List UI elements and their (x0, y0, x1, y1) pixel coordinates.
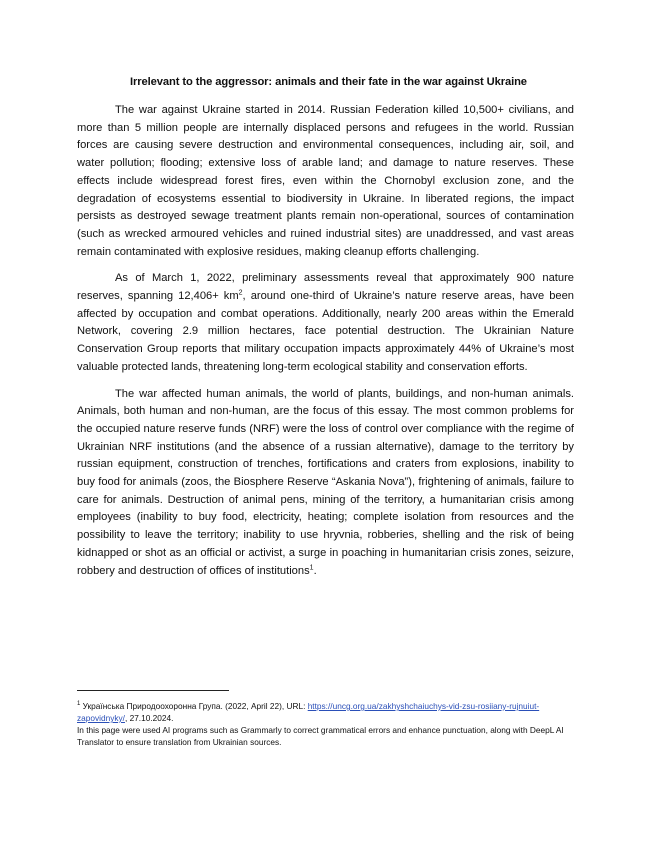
paragraph-1: The war against Ukraine started in 2014. Russian Federation killed 10,500+ civilians, and more than 5 million people are internally displaced persons and refugees in the world. Russian forces are causing severe destruction and environmental consequences, including air, soil, and water pollution; flooding; extensive loss of arable land; and damage to nature reserves. These effects include widespread forest fires, even within the Chornobyl exclusion zone, and the degradation of ecosystems essential to biodiversity in Ukraine. In liberated regions, the impact persists as destroyed sewage treatment plants remain non-operational, sources of contamination (such as wrecked armoured vehicles and ruined industrial sites) are unaddressed, and vast areas remain contaminated with explosive residues, making cleanup efforts challenging. (77, 104, 574, 258)
superscript-squared: 2 (238, 289, 243, 297)
paragraph-3-part-2: . (313, 564, 317, 577)
footnote-1 (77, 700, 574, 724)
paragraph-2 (77, 270, 574, 376)
paragraph-3-part-1: The war affected human animals, the world of plants, buildings, and non-human animals. Animals, both human and non-human, are the focus of this essay. The most common problems for the occupied nature reserve funds (NRF) were the loss of control over compliance with the regime of Ukrainian NRF institutions (and the absence of a russian alternative), damage to the territory by russian equipment, construction of trenches, fortifications and craters from explosions, inability to buy food for animals (zoos, the Biosphere Reserve “Askania Nova”), frightening of animals, failure to care for animals. Destruction of animal pens, mining of the territory, a humanitarian crisis among employees (inability to buy food, electricity, heating; complete isolation from resources and the possibility to leave the territory; inability to use hryvnia, robberies, shelling and the risk of being kidnapped or shot as an official or activist, a surge in poaching in humanitarian crisis zones, seizure, robbery and destruction of offices of institutions (77, 387, 574, 577)
paragraph-2-part-1: As of March 1, 2022, preliminary assessments reveal that approximately 900 nature reserves, spanning 12,406+ km (77, 272, 574, 303)
footnote-1-date: , 27.10.2024. (124, 713, 174, 723)
essay-body (77, 102, 574, 589)
footnote-divider (77, 690, 229, 691)
footnote-1-link[interactable]: https://uncg.org.ua/zakhyshchaiuchys-vid-zsu-rosiiany-rujnuiut-zapovidnyky/ (77, 701, 540, 723)
footnotes (77, 700, 574, 748)
paragraph-2-part-2: , around one-third of Ukraine’s nature reserve areas, have been affected by occupation and combat operations. Additionally, nearly 200 areas within the Emerald Network, covering 2.9 million hectares, face potential destruction. The Ukrainian Nature Conservation Group reports that military occupation impacts approximately 44% of Ukraine’s most valuable protected lands, threatening long-term ecological stability and conservation efforts. (77, 290, 574, 373)
ai-usage-note: In this page were used AI programs such as Grammarly to correct grammatical errors and enhance punctuation, along with DeepL AI Translator to ensure translation from Ukrainian sources. (77, 725, 564, 747)
paragraph-3 (77, 386, 574, 581)
footnote-1-source: Українська Природоохоронна Група. (2022, April 22), URL: (82, 701, 308, 711)
footnote-reference[interactable]: 1 (309, 563, 314, 571)
essay-title: Irrelevant to the aggressor: animals and their fate in the war against Ukraine (130, 76, 527, 88)
footnote-marker: 1 (77, 701, 81, 708)
